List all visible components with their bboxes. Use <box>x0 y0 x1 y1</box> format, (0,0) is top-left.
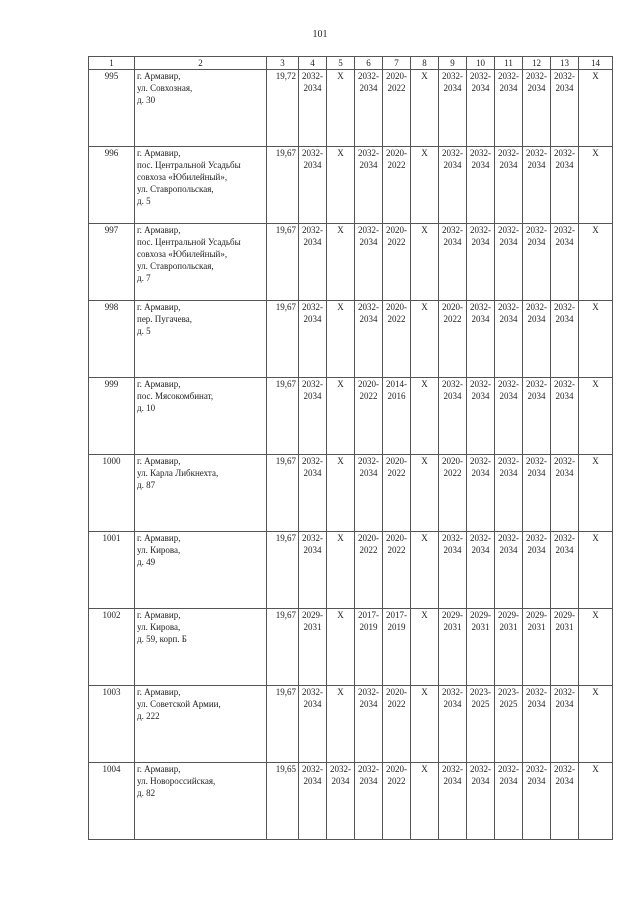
address-line: д. 87 <box>137 480 156 490</box>
row-number: 1002 <box>89 609 135 686</box>
table-row <box>89 686 613 763</box>
address-line: совхоза «Юбилейный», <box>137 172 228 182</box>
period-cell-4: 2032-2034 <box>299 70 327 147</box>
address-line: д. 222 <box>137 711 160 721</box>
period-cell-13: 2032-2034 <box>551 301 579 378</box>
column-header-4: 4 <box>299 57 327 70</box>
address-line: пос. Центральной Усадьбы <box>137 237 241 247</box>
column-header-9: 9 <box>439 57 467 70</box>
period-cell-7: 2014-2016 <box>383 378 411 455</box>
period-cell-6: 2017-2019 <box>355 609 383 686</box>
period-cell-11: 2032-2034 <box>495 763 523 840</box>
period-cell-10: 2032-2034 <box>467 378 495 455</box>
period-cell-13: 2032-2034 <box>551 686 579 763</box>
column-header-7: 7 <box>383 57 411 70</box>
table-row <box>89 301 613 378</box>
period-cell-7: 2020-2022 <box>383 455 411 532</box>
period-cell-8: Х <box>411 147 439 224</box>
period-cell-13: 2032-2034 <box>551 763 579 840</box>
address-line: д. 10 <box>137 403 156 413</box>
period-cell-4: 2032-2034 <box>299 455 327 532</box>
address-line: г. Армавир, <box>137 687 181 697</box>
period-cell-6: 2032-2034 <box>355 70 383 147</box>
table-row <box>89 455 613 532</box>
column-header-8: 8 <box>411 57 439 70</box>
period-cell-14: Х <box>579 224 613 301</box>
address-line: г. Армавир, <box>137 764 181 774</box>
address-line: пос. Мясокомбинат, <box>137 391 214 401</box>
address-cell <box>135 224 267 301</box>
period-cell-9: 2032-2034 <box>439 147 467 224</box>
address-line: д. 7 <box>137 273 151 283</box>
period-cell-10: 2032-2034 <box>467 224 495 301</box>
period-cell-12: 2032-2034 <box>523 455 551 532</box>
period-cell-11: 2032-2034 <box>495 455 523 532</box>
period-cell-8: Х <box>411 224 439 301</box>
address-line: г. Армавир, <box>137 148 181 158</box>
period-cell-8: Х <box>411 686 439 763</box>
period-cell-7: 2020-2022 <box>383 763 411 840</box>
period-cell-10: 2029-2031 <box>467 609 495 686</box>
period-cell-11: 2032-2034 <box>495 224 523 301</box>
column-header-14: 14 <box>579 57 613 70</box>
period-cell-10: 2023-2025 <box>467 686 495 763</box>
period-cell-10: 2032-2034 <box>467 70 495 147</box>
address-line: ул. Совхозная, <box>137 83 193 93</box>
value-cell: 19,67 <box>267 609 299 686</box>
address-line: пос. Центральной Усадьбы <box>137 160 241 170</box>
address-cell <box>135 455 267 532</box>
period-cell-11: 2029-2031 <box>495 609 523 686</box>
period-cell-14: Х <box>579 147 613 224</box>
address-line: г. Армавир, <box>137 456 181 466</box>
table-row <box>89 70 613 147</box>
row-number: 998 <box>89 301 135 378</box>
period-cell-6: 2032-2034 <box>355 224 383 301</box>
row-number: 1001 <box>89 532 135 609</box>
column-header-3: 3 <box>267 57 299 70</box>
period-cell-5: Х <box>327 609 355 686</box>
table-body <box>89 70 613 840</box>
period-cell-12: 2032-2034 <box>523 147 551 224</box>
period-cell-10: 2032-2034 <box>467 147 495 224</box>
period-cell-14: Х <box>579 686 613 763</box>
period-cell-13: 2032-2034 <box>551 224 579 301</box>
column-header-10: 10 <box>467 57 495 70</box>
period-cell-12: 2029-2031 <box>523 609 551 686</box>
table-row <box>89 224 613 301</box>
column-header-1: 1 <box>89 57 135 70</box>
period-cell-5: 2032-2034 <box>327 763 355 840</box>
table-row <box>89 378 613 455</box>
period-cell-5: Х <box>327 455 355 532</box>
period-cell-14: Х <box>579 378 613 455</box>
period-cell-7: 2020-2022 <box>383 70 411 147</box>
period-cell-14: Х <box>579 609 613 686</box>
period-cell-10: 2032-2034 <box>467 763 495 840</box>
period-cell-12: 2032-2034 <box>523 378 551 455</box>
period-cell-6: 2032-2034 <box>355 686 383 763</box>
row-number: 1000 <box>89 455 135 532</box>
period-cell-9: 2032-2034 <box>439 686 467 763</box>
table-row <box>89 609 613 686</box>
period-cell-7: 2020-2022 <box>383 301 411 378</box>
value-cell: 19,67 <box>267 147 299 224</box>
period-cell-9: 2029-2031 <box>439 609 467 686</box>
page-number: 101 <box>312 29 328 40</box>
address-line: г. Армавир, <box>137 610 181 620</box>
period-cell-6: 2020-2022 <box>355 378 383 455</box>
period-cell-11: 2032-2034 <box>495 301 523 378</box>
value-cell: 19,67 <box>267 455 299 532</box>
row-number: 996 <box>89 147 135 224</box>
period-cell-4: 2032-2034 <box>299 532 327 609</box>
address-line: д. 82 <box>137 788 156 798</box>
table-row <box>89 532 613 609</box>
period-cell-9: 2020-2022 <box>439 301 467 378</box>
table-row <box>89 147 613 224</box>
period-cell-4: 2029-2031 <box>299 609 327 686</box>
period-cell-4: 2032-2034 <box>299 224 327 301</box>
header-row <box>89 57 613 70</box>
address-line: ул. Советской Армии, <box>137 699 221 709</box>
value-cell: 19,67 <box>267 686 299 763</box>
column-header-2: 2 <box>135 57 267 70</box>
period-cell-7: 2017-2019 <box>383 609 411 686</box>
address-line: г. Армавир, <box>137 225 181 235</box>
period-cell-4: 2032-2034 <box>299 763 327 840</box>
address-line: д. 5 <box>137 326 151 336</box>
address-line: ул. Новороссийская, <box>137 776 216 786</box>
period-cell-9: 2032-2034 <box>439 378 467 455</box>
period-cell-5: Х <box>327 532 355 609</box>
period-cell-8: Х <box>411 532 439 609</box>
period-cell-4: 2032-2034 <box>299 147 327 224</box>
period-cell-12: 2032-2034 <box>523 70 551 147</box>
row-number: 999 <box>89 378 135 455</box>
column-header-5: 5 <box>327 57 355 70</box>
period-cell-5: Х <box>327 301 355 378</box>
address-line: ул. Ставропольская, <box>137 184 214 194</box>
period-cell-11: 2023-2025 <box>495 686 523 763</box>
value-cell: 19,67 <box>267 301 299 378</box>
value-cell: 19,67 <box>267 378 299 455</box>
address-cell <box>135 532 267 609</box>
period-cell-8: Х <box>411 455 439 532</box>
column-header-6: 6 <box>355 57 383 70</box>
address-line: ул. Кирова, <box>137 545 181 555</box>
address-line: пер. Пугачева, <box>137 314 193 324</box>
row-number: 997 <box>89 224 135 301</box>
period-cell-4: 2032-2034 <box>299 378 327 455</box>
period-cell-8: Х <box>411 609 439 686</box>
row-number: 1004 <box>89 763 135 840</box>
period-cell-12: 2032-2034 <box>523 686 551 763</box>
period-cell-12: 2032-2034 <box>523 532 551 609</box>
period-cell-13: 2032-2034 <box>551 378 579 455</box>
period-cell-8: Х <box>411 301 439 378</box>
period-cell-8: Х <box>411 763 439 840</box>
period-cell-11: 2032-2034 <box>495 378 523 455</box>
period-cell-12: 2032-2034 <box>523 301 551 378</box>
period-cell-14: Х <box>579 455 613 532</box>
period-cell-7: 2020-2022 <box>383 686 411 763</box>
period-cell-5: Х <box>327 70 355 147</box>
period-cell-9: 2032-2034 <box>439 224 467 301</box>
period-cell-9: 2032-2034 <box>439 763 467 840</box>
address-line: д. 5 <box>137 196 151 206</box>
column-header-12: 12 <box>523 57 551 70</box>
period-cell-13: 2029-2031 <box>551 609 579 686</box>
period-cell-6: 2032-2034 <box>355 455 383 532</box>
value-cell: 19,72 <box>267 70 299 147</box>
period-cell-5: Х <box>327 686 355 763</box>
period-cell-9: 2032-2034 <box>439 532 467 609</box>
value-cell: 19,67 <box>267 224 299 301</box>
period-cell-7: 2020-2022 <box>383 224 411 301</box>
address-line: г. Армавир, <box>137 533 181 543</box>
address-cell <box>135 378 267 455</box>
column-header-13: 13 <box>551 57 579 70</box>
period-cell-14: Х <box>579 763 613 840</box>
table-row <box>89 763 613 840</box>
period-cell-12: 2032-2034 <box>523 763 551 840</box>
period-cell-9: 2032-2034 <box>439 70 467 147</box>
period-cell-13: 2032-2034 <box>551 455 579 532</box>
period-cell-6: 2032-2034 <box>355 301 383 378</box>
period-cell-5: Х <box>327 378 355 455</box>
row-number: 995 <box>89 70 135 147</box>
period-cell-13: 2032-2034 <box>551 532 579 609</box>
address-line: д. 59, корп. Б <box>137 634 187 644</box>
column-header-11: 11 <box>495 57 523 70</box>
period-cell-8: Х <box>411 70 439 147</box>
period-cell-9: 2020-2022 <box>439 455 467 532</box>
period-cell-6: 2032-2034 <box>355 147 383 224</box>
period-cell-8: Х <box>411 378 439 455</box>
period-cell-10: 2032-2034 <box>467 532 495 609</box>
address-cell <box>135 763 267 840</box>
period-cell-7: 2020-2022 <box>383 532 411 609</box>
address-line: г. Армавир, <box>137 302 181 312</box>
address-line: ул. Ставропольская, <box>137 261 214 271</box>
period-cell-6: 2020-2022 <box>355 532 383 609</box>
period-cell-13: 2032-2034 <box>551 70 579 147</box>
address-cell <box>135 147 267 224</box>
address-cell <box>135 301 267 378</box>
register-table <box>88 56 613 840</box>
period-cell-11: 2032-2034 <box>495 532 523 609</box>
address-line: г. Армавир, <box>137 379 181 389</box>
address-cell <box>135 609 267 686</box>
period-cell-5: Х <box>327 147 355 224</box>
period-cell-4: 2032-2034 <box>299 686 327 763</box>
address-line: д. 30 <box>137 95 156 105</box>
value-cell: 19,67 <box>267 532 299 609</box>
period-cell-11: 2032-2034 <box>495 147 523 224</box>
period-cell-11: 2032-2034 <box>495 70 523 147</box>
period-cell-4: 2032-2034 <box>299 301 327 378</box>
address-line: д. 49 <box>137 557 156 567</box>
row-number: 1003 <box>89 686 135 763</box>
address-cell <box>135 70 267 147</box>
period-cell-10: 2032-2034 <box>467 455 495 532</box>
period-cell-14: Х <box>579 532 613 609</box>
address-line: ул. Карла Либкнехта, <box>137 468 219 478</box>
period-cell-14: Х <box>579 301 613 378</box>
period-cell-5: Х <box>327 224 355 301</box>
period-cell-13: 2032-2034 <box>551 147 579 224</box>
value-cell: 19,65 <box>267 763 299 840</box>
address-line: ул. Кирова, <box>137 622 181 632</box>
address-line: совхоза «Юбилейный», <box>137 249 228 259</box>
period-cell-14: Х <box>579 70 613 147</box>
address-cell <box>135 686 267 763</box>
period-cell-7: 2020-2022 <box>383 147 411 224</box>
period-cell-10: 2032-2034 <box>467 301 495 378</box>
period-cell-6: 2032-2034 <box>355 763 383 840</box>
address-line: г. Армавир, <box>137 71 181 81</box>
period-cell-12: 2032-2034 <box>523 224 551 301</box>
